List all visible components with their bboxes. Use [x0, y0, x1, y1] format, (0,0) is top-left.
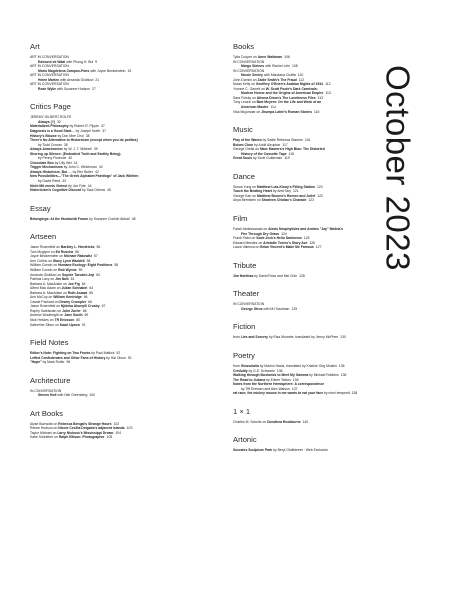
entry-byline: by Beryl Glotthieeet · Web Exclusive	[272, 448, 328, 453]
toc-entry[interactable]	[233, 274, 378, 279]
entry-page-number: 58	[86, 258, 91, 263]
entry-title: Socrates Sculpture Park	[233, 448, 273, 453]
entry-prefix: from	[233, 335, 241, 340]
entry-page-number: 105	[106, 435, 113, 440]
entry-page-number: 32	[56, 119, 61, 124]
entry-title: Walking through Bushwick to Meet My Gamma	[233, 373, 309, 378]
entry-title: Jane South	[64, 313, 83, 318]
entry-page-number: 38	[63, 142, 68, 147]
toc-entry[interactable]	[233, 391, 378, 396]
entry-page-number: 21	[95, 77, 100, 82]
entry-title: Glossolalia	[240, 363, 259, 368]
entry-byline: by Don Mee Choi	[56, 133, 84, 138]
entry-page-number: 43	[62, 179, 67, 184]
section-heading-film: Film	[233, 214, 248, 224]
entry-title: Modern Horror and the Origins of American Empire	[241, 91, 324, 96]
entry-byline: with Amanda Gluibizzi	[59, 77, 94, 82]
entry-prefix: William Corwin on	[30, 267, 59, 272]
entry-prefix: Patricia Laxy on	[30, 277, 56, 282]
entry-prefix: Laura Valenza on	[233, 245, 261, 250]
entry-byline: by Michael Robbins	[308, 373, 339, 378]
entry-page-number: 114	[270, 105, 276, 110]
entry-title: George Strus	[241, 306, 263, 311]
entry-byline: by Sadie Rebecca Starnes	[261, 138, 303, 143]
entry-title: Fire Through Dry Grass	[241, 231, 280, 236]
entry-page-number: 48	[131, 216, 136, 221]
entry-page-number: 119	[284, 156, 290, 161]
entry-byline: with Rachel Lein	[264, 64, 291, 69]
entry-prefix: Charles M. Schultz on	[233, 419, 268, 424]
toc-entry[interactable]	[233, 448, 378, 453]
entry-title: American Master	[241, 105, 269, 110]
entry-byline: by Scott Gutterman	[252, 156, 283, 161]
toc-entry[interactable]	[233, 245, 378, 250]
entry-title: Brian Vincent's Make Me Famous	[260, 245, 314, 250]
entry-prefix: from	[233, 363, 241, 368]
entry-prefix: Farah Abdessamad on	[233, 227, 269, 232]
entry-title: Always (?)	[38, 119, 55, 124]
entry-title: Helen Marten	[38, 77, 60, 82]
entry-byline: by Amit Noy	[271, 189, 291, 194]
entry-byline: by G.E. Schwartz	[247, 368, 275, 373]
entry-page-number: 124	[281, 231, 287, 236]
entry-title: rat race; the mickey mouse in me wants to eat your face	[233, 391, 324, 396]
entry-page-number: 66	[83, 295, 88, 300]
entry-page-number: 118	[288, 151, 294, 156]
entry-page-number: 96	[66, 360, 71, 365]
entry-page-number: 100	[89, 393, 96, 398]
section-heading-dance: Dance	[233, 171, 255, 181]
entry-prefix: John Domini on	[233, 77, 258, 82]
entry-page-number: 102	[113, 421, 120, 426]
right-column	[233, 42, 378, 453]
entry-prefix: JEREMY GILBERT-ROLFE	[30, 115, 72, 120]
entry-prefix: Tom Mcglynn on	[30, 249, 56, 254]
entry-page-number: 128	[299, 273, 305, 278]
entry-title: Notes from the Northern Hemisphere: A correspondence	[233, 382, 325, 387]
entry-byline: with MJ Kaufman	[262, 306, 290, 311]
entry-page-number: 136	[340, 373, 347, 378]
toc-entry[interactable]	[30, 393, 225, 398]
entry-page-number: 57	[94, 254, 98, 259]
entry-page-number: 136	[338, 363, 345, 368]
toc-entry[interactable]	[233, 156, 378, 161]
entry-prefix: ART IN CONVERSATION	[30, 55, 69, 59]
entry-prefix: IN CONVERSATION	[233, 68, 265, 73]
entry-page-number: 127	[315, 245, 322, 250]
entry-prefix: by David Reed	[38, 179, 61, 184]
entry-page-number: 39	[93, 147, 98, 152]
entry-page-number: 37	[100, 124, 105, 129]
entry-title: Touch the Beating Heart	[233, 189, 272, 194]
entry-page-number: 113	[325, 91, 331, 96]
entry-prefix: Raphy Sarkissian on	[30, 308, 63, 313]
entry-prefix: Edward Mendez on	[233, 240, 264, 245]
entry-page-number: 56	[75, 249, 79, 254]
entry-byline: by Marlon Hacla, translated by Kristine Ong Muslim	[258, 363, 337, 368]
section-heading-theater: Theater	[233, 289, 260, 299]
toc-entry[interactable]	[30, 87, 225, 92]
entry-title: John Zurier	[62, 308, 81, 313]
toc-entry[interactable]	[30, 323, 225, 328]
entry-title: Always Historicize, But …	[30, 169, 72, 174]
entry-title: Ruth Asawa	[67, 290, 88, 295]
entry-page-number: 104	[115, 430, 122, 435]
entry-title: Geoffrey O'Brien's Arabian Nights of 1934	[255, 82, 324, 87]
entry-page-number: 92	[127, 355, 132, 360]
entry-title: Matthew Bourne's Romeo and Juliet	[256, 193, 316, 198]
entry-prefix: IN CONVERSATION	[233, 59, 265, 64]
entry-prefix: Katie Schreiber on	[30, 435, 59, 440]
section-heading-art: Art	[30, 42, 40, 51]
entry-title: Lies and Sorcery	[240, 335, 269, 340]
entry-title: Historicism's Cognitive Discord	[30, 188, 82, 193]
entry-prefix: Taylor Michael on	[30, 430, 58, 435]
entry-page-number: 129	[291, 306, 298, 311]
entry-byline: by Elsa Morante, translated by Jenny McPhee	[268, 335, 339, 340]
section-heading-books: Books	[233, 42, 255, 51]
entry-title: Sode Jeck's Hello Dankness	[256, 236, 302, 241]
entry-title: There's No Alternative to Historicism (except when you do politics)	[30, 138, 138, 143]
entry-prefix: Jason Rosenfeld on	[30, 245, 61, 250]
entry-byline: by John C. Welchman	[62, 165, 97, 170]
entry-page-number: 126	[309, 240, 316, 245]
entry-page-number: 92	[116, 351, 121, 356]
entry-page-number: 27	[91, 86, 96, 91]
entry-prefix: IN CONVERSATION	[30, 388, 62, 393]
entry-prefix: by Tiff Dressen and Alex Watson	[241, 386, 290, 391]
entry-title: W. Scott Poole's Dark Carnivals:	[265, 86, 318, 91]
entry-title: Margo Steines	[241, 64, 265, 69]
entry-title: William Kentridge	[53, 295, 82, 300]
entry-prefix: ART IN CONVERSATION	[30, 64, 69, 69]
section-heading-art-books: Art Books	[30, 408, 63, 418]
entry-prefix: IN CONVERSATION	[233, 302, 265, 307]
entry-byline: by Rex Butler	[71, 169, 93, 174]
entry-prefix: by Todd Cronan	[38, 142, 62, 147]
entry-title: Michael Rakowitz	[63, 254, 93, 259]
entry-prefix: Barbara A. MacAdam on	[30, 290, 68, 295]
section-heading-critics-page: Critics Page	[30, 102, 71, 112]
entry-byline: by Lilly Wei	[53, 160, 72, 165]
entry-byline: with Phong H. Bui	[65, 59, 94, 64]
entry-title: New Possibilities—"The Greek Alphabet Paintings" of Jack Whitten	[30, 174, 139, 179]
entry-title: Ralph Ellison: Photographer	[58, 435, 105, 440]
entry-title: Bart Meyers: On the Life and Work of an	[256, 100, 322, 105]
entry-title: Aristotle Torres's Story Ave	[263, 240, 308, 245]
entry-title: Trigger Mechanisms	[30, 165, 63, 170]
entry-page-number: 56	[96, 245, 101, 250]
entry-byline: by Adolf Alzuphar	[253, 142, 281, 147]
toc-entry[interactable]	[233, 335, 378, 340]
entry-title: TR Ericsson	[54, 317, 75, 322]
entry-byline: by Suzanne Conklin Akbari	[88, 216, 130, 221]
entry-title: Larry Nishuss's Mississippi Dream	[57, 430, 114, 435]
entry-prefix: ART IN CONVERSATION	[30, 82, 69, 87]
entry-page-number: 44	[87, 183, 92, 188]
issue-date: October 2023	[379, 65, 417, 271]
entry-title: Njideka Akunyili Crosby	[60, 304, 100, 309]
entry-prefix: Tylia Cooper on	[233, 55, 258, 59]
entry-title: Sophie Taeuber-Arp	[62, 272, 95, 277]
entry-prefix: William Corwin on	[30, 263, 59, 268]
entry-page-number: 37	[102, 129, 107, 134]
entry-prefix: Joyce Beckenstein on	[30, 254, 64, 259]
entry-prefix: ART IN CONVERSATION	[30, 73, 69, 78]
entry-prefix: Renee Hudson on	[30, 426, 59, 431]
entry-title: Nicole Seeley	[241, 73, 263, 78]
toc-entry[interactable]	[30, 435, 225, 440]
section-heading-1-1: 1 × 1	[233, 406, 251, 416]
entry-byline: with Joyce Beckenstein	[89, 68, 126, 73]
entry-page-number: 68	[82, 308, 87, 313]
entry-page-number: 115	[313, 109, 320, 114]
entry-page-number: 60	[96, 272, 100, 277]
entry-prefix: Amanda Gluibizzi on	[30, 272, 63, 277]
entry-page-number: 108	[292, 64, 298, 69]
section-heading-field-notes: Field Notes	[30, 338, 69, 348]
entry-page-number: 120	[316, 184, 323, 189]
entry-page-number: 113	[317, 95, 323, 100]
entry-prefix: Yvonne C. Garrett on	[233, 86, 266, 91]
entry-title: History of the Cassette Tape	[241, 151, 287, 156]
entry-title: Marc Masters's High Bias: The Distorted	[259, 147, 325, 152]
entry-page-number: 58	[114, 263, 119, 268]
entry-title: Materialized Philosophy	[30, 124, 69, 129]
entry-title: "Hope"	[30, 360, 42, 365]
entry-title: The Road to Juliana	[233, 377, 266, 382]
entry-byline: by Joseph North	[74, 129, 101, 134]
entry-byline: by Mark Roller	[41, 360, 65, 365]
entry-title: Sharleen Chidiac's Charade	[261, 198, 307, 203]
section-heading-artonic: Artonic	[233, 435, 257, 445]
left-column	[30, 42, 225, 440]
entry-title: Ed Ruscha	[55, 249, 74, 254]
entry-page-number: 117	[282, 142, 288, 147]
entry-prefix: Barbara A. MacAdam on	[30, 281, 68, 286]
entry-title: Jhumpa Lahiri's Roman Stories	[261, 109, 312, 114]
entry-page-number: 67	[101, 304, 106, 309]
entry-prefix: Tony Leuzzi on	[233, 100, 257, 105]
entry-page-number: 112	[325, 82, 331, 87]
entry-prefix: Susan Yung on	[233, 184, 257, 189]
entry-prefix: George Kan on	[233, 193, 257, 198]
entry-byline: with Suzanne Hudson	[56, 86, 90, 91]
entry-title: Dewey Crumpler	[59, 299, 87, 304]
entry-page-number: 91	[81, 322, 86, 327]
entry-page-number: 125	[303, 236, 310, 241]
entry-title: Rose Wylie	[38, 86, 57, 91]
entry-title: Always Anachronize	[30, 147, 63, 152]
entry-prefix: Alyse Burnside on	[30, 421, 59, 426]
entry-title: Credulity	[233, 368, 248, 373]
entry-page-number: 112	[298, 77, 305, 82]
entry-page-number: 123	[308, 198, 315, 203]
entry-title: History's Blouse	[30, 133, 57, 138]
section-heading-architecture: Architecture	[30, 375, 71, 385]
entry-title: Humane Ecology: Eight Positions	[58, 263, 113, 268]
entry-title: Mario Magdelena Campos-Pons	[38, 68, 90, 73]
entry-byline: by Eileen Tabios	[265, 377, 291, 382]
entry-title: Athena Dixon's The Loneliness Files	[256, 95, 316, 100]
entry-title: Chocolate Box	[30, 160, 54, 165]
entry-byline: by Paul Mattick	[90, 351, 115, 356]
entry-page-number: 38	[85, 133, 90, 138]
entry-title: Alexis Neophytides and Andres "Jay" Molina's	[268, 227, 343, 232]
entry-prefix: by Penny Florence	[38, 156, 67, 161]
entry-byline: by Hal Olson	[105, 355, 126, 360]
entry-title: Dorothea Rockburne	[267, 419, 301, 424]
entry-title: Rebecca Bengal's Strange Hours	[58, 421, 112, 426]
entry-title: Anne Waldman	[257, 55, 283, 59]
entry-page-number: 110	[297, 73, 304, 78]
entry-title: Matthew Lutz-Kinoy's Filling Station	[256, 184, 315, 189]
entry-prefix: Nolan Kelly on	[233, 82, 256, 87]
entry-title: Stacy Lynn Waddell	[52, 258, 85, 263]
entry-page-number: 136	[276, 368, 283, 373]
entry-title: Bolom Chon	[233, 142, 254, 147]
entry-page-number: 103	[126, 426, 133, 431]
entry-page-number: 80	[76, 317, 81, 322]
entry-prefix: Katherine Sibon on	[30, 322, 60, 327]
entry-page-number: 42	[94, 169, 99, 174]
entry-title: Great Souls	[233, 156, 253, 161]
entry-title: Leftist Confederates and Other Fans of History	[30, 355, 106, 360]
toc-entry[interactable]	[233, 307, 378, 312]
entry-prefix: Andrew Woolbright on	[30, 313, 65, 318]
entry-page-number: 61	[70, 277, 75, 282]
entry-byline: by Joe Fyfe	[67, 183, 86, 188]
entry-title: Play of the Waves	[233, 138, 262, 143]
entry-page-number: 64	[89, 286, 94, 291]
entry-title: Edmund de Waal	[38, 59, 66, 64]
entry-prefix: Frank Falisi on	[233, 236, 257, 241]
entry-prefix: Vika Mujumdar on	[233, 109, 262, 114]
entry-page-number: 42	[98, 165, 103, 170]
entry-page-number: 66	[88, 299, 92, 304]
entry-title: Steven Holl	[38, 393, 57, 398]
entry-byline: by David Ross and Mel Chin	[253, 273, 298, 278]
section-heading-fiction: Fiction	[233, 322, 256, 332]
entry-title: Editor's Note: Fighting on Two Fronts	[30, 351, 91, 356]
entry-prefix: Jason Rosenfeld on	[30, 304, 61, 309]
entry-byline: by Robert R. Pippin	[68, 124, 99, 129]
entry-page-number: 9	[95, 59, 97, 64]
section-heading-artseen: Artseen	[30, 232, 57, 242]
entry-title: Zadie Smith's The Fraud	[257, 77, 297, 82]
entry-page-number: 122	[317, 193, 323, 198]
entry-prefix: Ann McCoy on	[30, 295, 54, 300]
entry-page-number: 106	[284, 55, 290, 59]
section-heading-poetry: Poetry	[233, 350, 255, 360]
entry-page-number: 138	[351, 391, 358, 396]
section-heading-essay: Essay	[30, 203, 51, 213]
entry-prefix: Anya Bernstein on	[233, 198, 262, 203]
entry-byline: by Saul Ostrow	[81, 188, 106, 193]
entry-byline: with Nile Greenberg	[56, 393, 88, 398]
toc-entry[interactable]	[30, 188, 225, 193]
toc-entry[interactable]	[30, 217, 225, 222]
entry-title: Shoring up Silence. (Embodied Truth and Earthly Being).	[30, 151, 122, 156]
entry-page-number: 65	[89, 290, 93, 295]
entry-title: Rob Wynne	[58, 267, 77, 272]
entry-page-number: 136	[292, 377, 299, 382]
entry-page-number: 64	[81, 281, 86, 286]
entry-title: Jim Nutt	[55, 277, 69, 282]
entry-byline: by mimi tempestt	[323, 391, 350, 396]
entry-prefix: Alfred Mac Adam on	[30, 286, 62, 291]
toc-entry[interactable]	[233, 420, 378, 425]
toc-entry[interactable]	[30, 360, 225, 365]
entry-title: Kaari Upson	[59, 322, 80, 327]
entry-page-number: 59	[78, 267, 83, 272]
entry-page-number: 140	[302, 419, 309, 424]
entry-title: Belongings: At the Humboldt Forum	[30, 216, 89, 221]
entry-title: Diagnosis is a Good Start…	[30, 129, 75, 134]
entry-page-number: 69	[84, 313, 89, 318]
entry-page-number: 116	[304, 138, 311, 143]
toc-entry[interactable]	[233, 110, 378, 115]
entry-title: Julian Schnabel	[61, 286, 88, 291]
entry-title: Nicht Mit meets Vintest	[30, 183, 68, 188]
entry-title: Nicole Cecilia Delgado's adjacent islands	[58, 426, 125, 431]
entry-prefix: George Grella on	[233, 147, 260, 152]
section-heading-tribute: Tribute	[233, 260, 257, 270]
entry-page-number: 15	[127, 68, 132, 73]
entry-title: Joe Fig	[67, 281, 80, 286]
entry-page-number: 121	[292, 189, 299, 194]
entry-byline: by W. J. T. Mitchell	[62, 147, 92, 152]
entry-prefix: Ann Collins on	[30, 258, 53, 263]
toc-entry[interactable]	[233, 198, 378, 203]
section-heading-music: Music	[233, 125, 253, 135]
entry-byline: with Mandana Chaffa	[262, 73, 296, 78]
entry-page-number: 41	[73, 160, 78, 165]
entry-title: Jim Harithas	[233, 273, 254, 278]
entry-prefix: Cassie Packard on	[30, 299, 60, 304]
entry-page-number: 137	[291, 386, 298, 391]
entry-page-number: 40	[68, 156, 73, 161]
entry-prefix: Nick Heskes on	[30, 317, 55, 322]
entry-prefix: Sara Polsky on	[233, 95, 257, 100]
entry-page-number: 45	[107, 188, 111, 193]
entry-title: Barkley L. Hendricks	[60, 245, 95, 250]
entry-page-number: 130	[340, 335, 346, 340]
